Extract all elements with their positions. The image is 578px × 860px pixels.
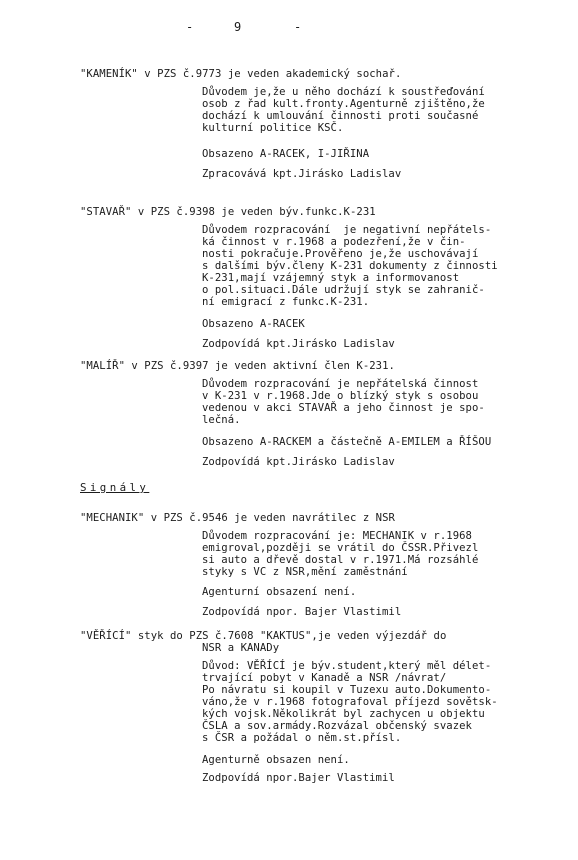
entry-coverage: Obsazeno A-RACKEM a částečně A-EMILEM a ŘÍŠOU [202, 436, 492, 448]
entry-text-line: o pol.situaci.Dále udržují styk se zahranič- [202, 284, 485, 296]
entry-coverage: Agenturní obsazení není. [202, 586, 357, 598]
entry-text-line: K-231,mají vzájemný styk a informovanost [202, 272, 460, 284]
entry-text-line: nosti pokračuje.Prověřeno je,že uschovávají [202, 248, 479, 260]
entry-text-line: s ČSR a požádal o něm.st.přísl. [202, 732, 402, 744]
entry-text-line: vedenou v akci STAVAŘ a jeho činnost je spo- [202, 402, 485, 414]
entry-text-line: Důvod: VĚŘÍCÍ je býv.student,který měl délet- [202, 660, 492, 672]
entry-heading: "MALÍŘ" v PZS č.9397 je veden aktivní člen K-231. [80, 360, 395, 372]
entry-text-line: dochází k umlouvání činnosti proti současné [202, 110, 479, 122]
page-header [0, 20, 578, 36]
entry-text-line: lečná. [202, 414, 241, 426]
entry-text-line: v K-231 v r.1968.Jde o blízký styk s osobou [202, 390, 479, 402]
page-number: 9 [234, 20, 242, 34]
entry-text-line: ní emigrací z funkc.K-231. [202, 296, 370, 308]
entry-text-line: emigroval,později se vrátil do ČSSR.Přivezl [202, 542, 479, 554]
entry-text-line: ČSLA a sov.armády.Rozvázal občenský svazek [202, 720, 472, 732]
entry-text-line: osob z řad kult.fronty.Agenturně zjištěno,že [202, 98, 485, 110]
entry-text-line: s dalšími býv.členy K-231 dokumenty z činnosti [202, 260, 498, 272]
entry-responsible: Zpracovává kpt.Jirásko Ladislav [202, 168, 402, 180]
entry-coverage: Agenturně obsazen není. [202, 754, 350, 766]
entry-text-line: váno,že v r.1968 fotografoval příjezd sovětsk- [202, 696, 498, 708]
entry-responsible: Zodpovídá kpt.Jirásko Ladislav [202, 338, 395, 350]
entry-text-line: si auto a dřevě dostal v r.1971.Má rozsáhlé [202, 554, 479, 566]
entry-text-line: styky s VC z NSR,mění zaměstnání [202, 566, 408, 578]
entry-text-line: Důvodem je,že u něho dochází k soustřeďování [202, 86, 485, 98]
entry-heading: "STAVAŘ" v PZS č.9398 je veden býv.funkc.K-231 [80, 206, 376, 218]
entry-text-line: ká činnost v r.1968 a podezření,že v čin- [202, 236, 466, 248]
entry-text-line: kých vojsk.Několikrát byl zachycen u objektu [202, 708, 485, 720]
header-dash-right: - [294, 20, 302, 34]
entry-text-line: Po návratu si koupil v Tuzexu auto.Dokumento- [202, 684, 492, 696]
entry-text-line: kulturní politice KSČ. [202, 122, 344, 134]
entry-heading-cont: NSR a KANADy [202, 642, 280, 654]
entry-text-line: Důvodem rozpracování je: MECHANIK v r.1968 [202, 530, 472, 542]
entry-responsible: Zodpovídá kpt.Jirásko Ladislav [202, 456, 395, 468]
entry-text-line: Důvodem rozpracování je negativní nepřátels- [202, 224, 492, 236]
header-dash-left: - [186, 20, 194, 34]
section-title-signaly: Signály [80, 481, 150, 494]
entry-responsible: Zodpovídá npor. Bajer Vlastimil [202, 606, 402, 618]
entry-responsible: Zodpovídá npor.Bajer Vlastimil [202, 772, 395, 784]
entry-text-line: Důvodem rozpracování je nepřátelská činnost [202, 378, 479, 390]
entry-heading: "MECHANIK" v PZS č.9546 je veden navrátilec z NSR [80, 512, 395, 524]
entry-heading: "VĚŘÍCÍ" styk do PZS č.7608 "KAKTUS",je veden výjezdář do [80, 630, 447, 642]
entry-heading: "KAMENÍK" v PZS č.9773 je veden akademický sochař. [80, 68, 402, 80]
entry-text-line: trvající pobyt v Kanadě a NSR /návrat/ [202, 672, 447, 684]
entry-coverage: Obsazeno A-RACEK, I-JIŘINA [202, 148, 370, 160]
entry-coverage: Obsazeno A-RACEK [202, 318, 305, 330]
